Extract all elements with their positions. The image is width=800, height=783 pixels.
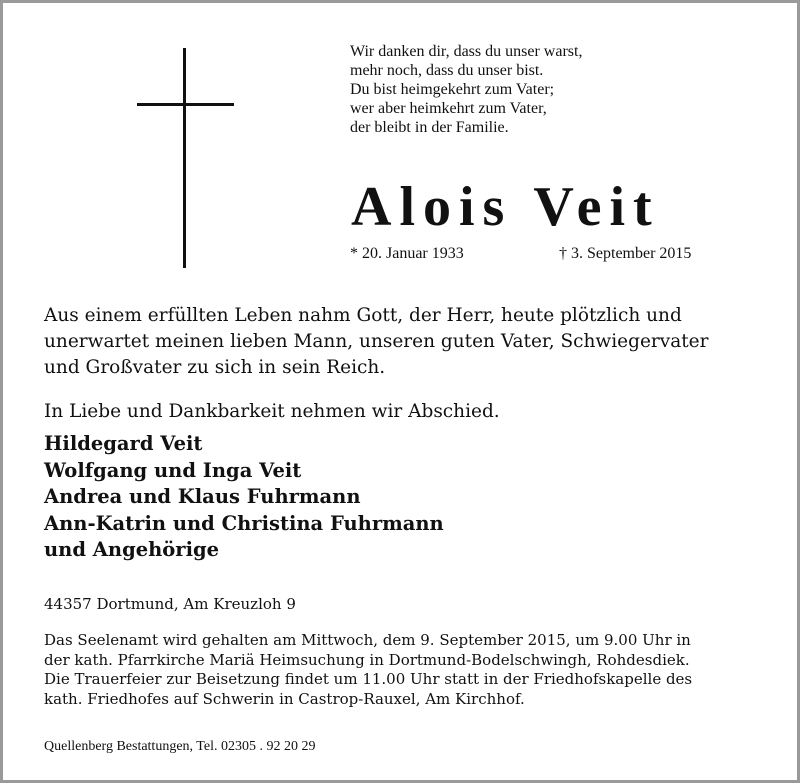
verse-line: der bleibt in der Familie. — [350, 119, 509, 136]
announcement-line: Aus einem erfüllten Leben nahm Gott, der Herr, heute plötzlich und — [44, 305, 682, 326]
address: 44357 Dortmund, Am Kreuzloh 9 — [44, 595, 296, 613]
announcement-text — [44, 303, 708, 381]
verse-line: Wir danken dir, dass du unser warst, — [350, 43, 583, 60]
death-date: † 3. September 2015 — [559, 245, 692, 262]
verse-line: mehr noch, dass du unser bist. — [350, 62, 544, 79]
farewell-line: In Liebe und Dankbarkeit nehmen wir Abschied. — [44, 401, 500, 422]
deceased-name: Alois Veit — [351, 176, 660, 238]
family-member: Hildegard Veit — [44, 432, 203, 455]
funeral-home-contact: Quellenberg Bestattungen, Tel. 02305 . 92 20 29 — [44, 739, 316, 754]
family-member: Ann-Katrin und Christina Fuhrmann — [44, 511, 444, 535]
service-line: Die Trauerfeier zur Beisetzung findet um 11.00 Uhr statt in der Friedhofskapelle des — [44, 670, 693, 688]
family-member: Wolfgang und Inga Veit — [44, 458, 302, 482]
service-line: kath. Friedhofes auf Schwerin in Castrop-Rauxel, Am Kirchhof. — [44, 689, 525, 708]
farewell-text — [44, 399, 500, 425]
family-member: Andrea und Klaus Fuhrmann — [44, 485, 361, 508]
service-line: der kath. Pfarrkirche Mariä Heimsuchung in Dortmund-Bodelschwingh, Rohdesdiek. — [44, 650, 690, 669]
service-details — [44, 631, 692, 709]
birth-date: * 20. Januar 1933 — [350, 245, 464, 262]
verse-line: Du bist heimgekehrt zum Vater; — [350, 81, 555, 98]
cross-vertical-bar — [183, 48, 186, 268]
family-list — [44, 431, 444, 564]
verse-line: wer aber heimkehrt zum Vater, — [350, 100, 547, 117]
verse — [350, 42, 582, 137]
announcement-line: unerwartet meinen lieben Mann, unseren guten Vater, Schwiegervater — [44, 331, 709, 352]
cross-horizontal-bar — [137, 103, 234, 106]
family-member: und Angehörige — [44, 538, 220, 561]
announcement-line: und Großvater zu sich in sein Reich. — [44, 357, 386, 378]
service-line: Das Seelenamt wird gehalten am Mittwoch, dem 9. September 2015, um 9.00 Uhr in — [44, 631, 691, 649]
